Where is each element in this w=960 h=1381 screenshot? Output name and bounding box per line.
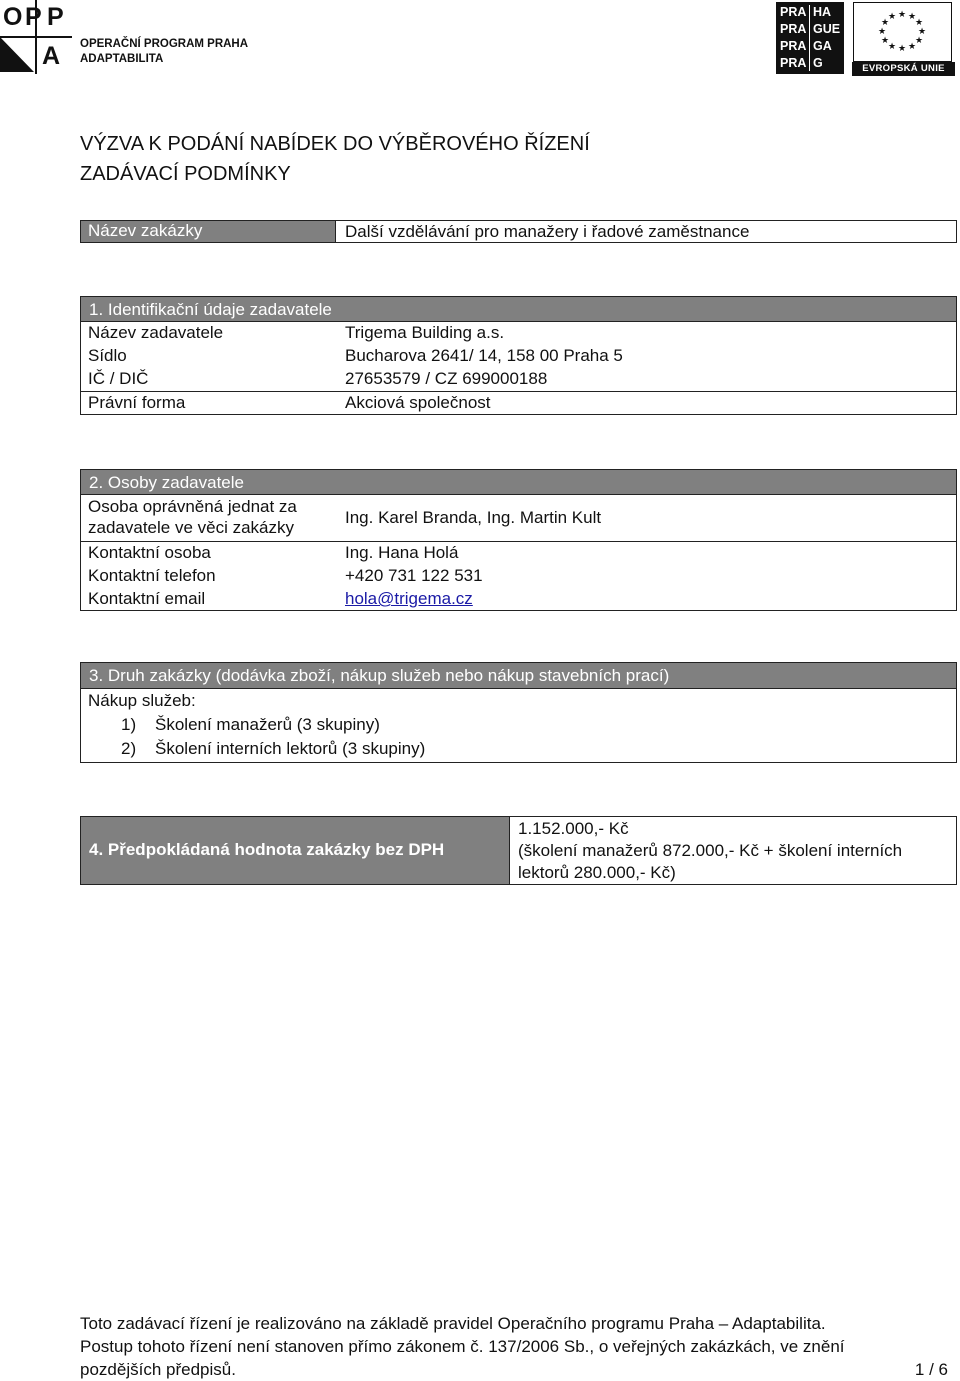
table-row [81,322,956,345]
table-row [81,368,956,391]
svg-text:★: ★ [877,27,887,37]
footer-line: pozdějších předpisů. [80,1360,236,1379]
opp-subtitle: ADAPTABILITA [80,53,164,65]
opp-logo [0,0,260,76]
page-subtitle: ZADÁVACÍ PODMÍNKY [80,163,291,185]
section-3-heading: 3. Druh zakázky (dodávka zboží, nákup služeb nebo nákup stavebních prací) [81,663,956,689]
section-4-value: (školení manažerů 872.000,- Kč + školení interních [518,841,903,860]
svg-text:★: ★ [897,44,907,54]
table-row [81,565,956,588]
row-label: Osoba oprávněná jednat za [88,497,297,516]
section-4-value: lektorů 280.000,- Kč) [518,863,676,882]
praha-left: PRA [780,5,807,19]
table-row [81,588,956,611]
praha-right: HA [813,5,832,19]
praha-left: PRA [780,39,807,53]
footer-line: Postup tohoto řízení není stanoven přímo zákonem č. 137/2006 Sb., o veřejných zakázkách, ve znění [80,1337,845,1356]
praha-row [776,38,844,56]
section-1-heading: 1. Identifikační údaje zadavatele [81,297,956,322]
table-row [81,542,956,565]
praha-right: GUE [813,22,841,36]
section-2-table [80,469,957,611]
opp-title: OPERAČNÍ PROGRAM PRAHA [80,38,249,50]
row-value: Ing. Hana Holá [345,543,459,562]
list-item: Školení manažerů (3 skupiny) [155,715,380,734]
list-item-number: 2) [121,739,137,758]
section-4-value: 1.152.000,- Kč [518,819,629,838]
page-number: 1 / 6 [914,1360,948,1379]
footer-line: Toto zadávací řízení je realizováno na základě pravidel Operačního programu Praha – Adaptabilita. [80,1314,826,1333]
table-row [81,495,956,542]
section-4-table [80,816,957,885]
row-label: Sídlo [88,346,127,365]
email-link[interactable]: hola@trigema.cz [345,589,473,608]
row-value: Akciová společnost [345,393,491,412]
section-4-heading: 4. Předpokládaná hodnota zakázky bez DPH [89,840,445,859]
svg-text:★: ★ [887,12,897,22]
svg-text:★: ★ [887,42,897,52]
eu-flag-icon [853,2,952,62]
contract-name-value: Další vzdělávání pro manažery i řadové zaměstnance [345,222,750,241]
praha-row [776,4,844,22]
eu-label: EVROPSKÁ UNIE [852,62,955,76]
row-label: Kontaktní email [88,589,206,608]
row-label: IČ / DIČ [88,369,149,388]
opp-logo-mark [0,0,72,74]
praha-row [776,21,844,39]
cell-divider [335,221,336,242]
list-item-number: 1) [121,715,137,734]
row-label: zadavatele ve věci zakázky [88,518,294,537]
svg-text:★: ★ [914,36,924,46]
opp-letter-a: A [42,42,61,70]
section-1-table [80,296,957,415]
opp-letter-o: O [3,3,23,31]
cell-divider [509,817,510,884]
svg-text:★: ★ [880,36,890,46]
opp-letter-p2: P [47,3,64,31]
praha-left: PRA [780,22,807,36]
svg-text:★: ★ [907,42,917,52]
opp-letter-p1: P [25,3,42,31]
table-row [81,345,956,368]
list-item: Školení interních lektorů (3 skupiny) [155,739,426,758]
row-value: 27653579 / CZ 699000188 [345,369,548,388]
row-value: +420 731 122 531 [345,566,483,585]
contract-name-label: Název zakázky [88,221,203,240]
contract-name-table [80,220,957,243]
svg-text:★: ★ [880,18,890,28]
row-label: Kontaktní osoba [88,543,211,562]
row-label: Právní forma [88,393,186,412]
row-label: Název zadavatele [88,323,224,342]
section-3-intro: Nákup služeb: [88,691,196,710]
table-row [81,391,956,415]
praha-right: G [813,56,823,70]
svg-text:★: ★ [914,18,924,28]
praha-right: GA [813,39,832,53]
praha-row [776,55,844,73]
row-value: Trigema Building a.s. [345,323,505,342]
praha-left: PRA [780,56,807,70]
contract-name-label-cell [81,221,335,242]
page-title: VÝZVA K PODÁNÍ NABÍDEK DO VÝBĚROVÉHO ŘÍZENÍ [80,133,590,155]
row-value: Ing. Karel Branda, Ing. Martin Kult [345,508,602,527]
section-4-heading-cell [81,817,509,884]
eu-logo [852,2,955,76]
praha-logo [776,2,844,74]
svg-text:★: ★ [907,12,917,22]
section-2-heading: 2. Osoby zadavatele [81,470,956,495]
section-3-table [80,662,957,763]
svg-text:★: ★ [897,10,907,20]
row-value: Bucharova 2641/ 14, 158 00 Praha 5 [345,346,623,365]
svg-text:★: ★ [917,27,927,37]
row-label: Kontaktní telefon [88,566,216,585]
